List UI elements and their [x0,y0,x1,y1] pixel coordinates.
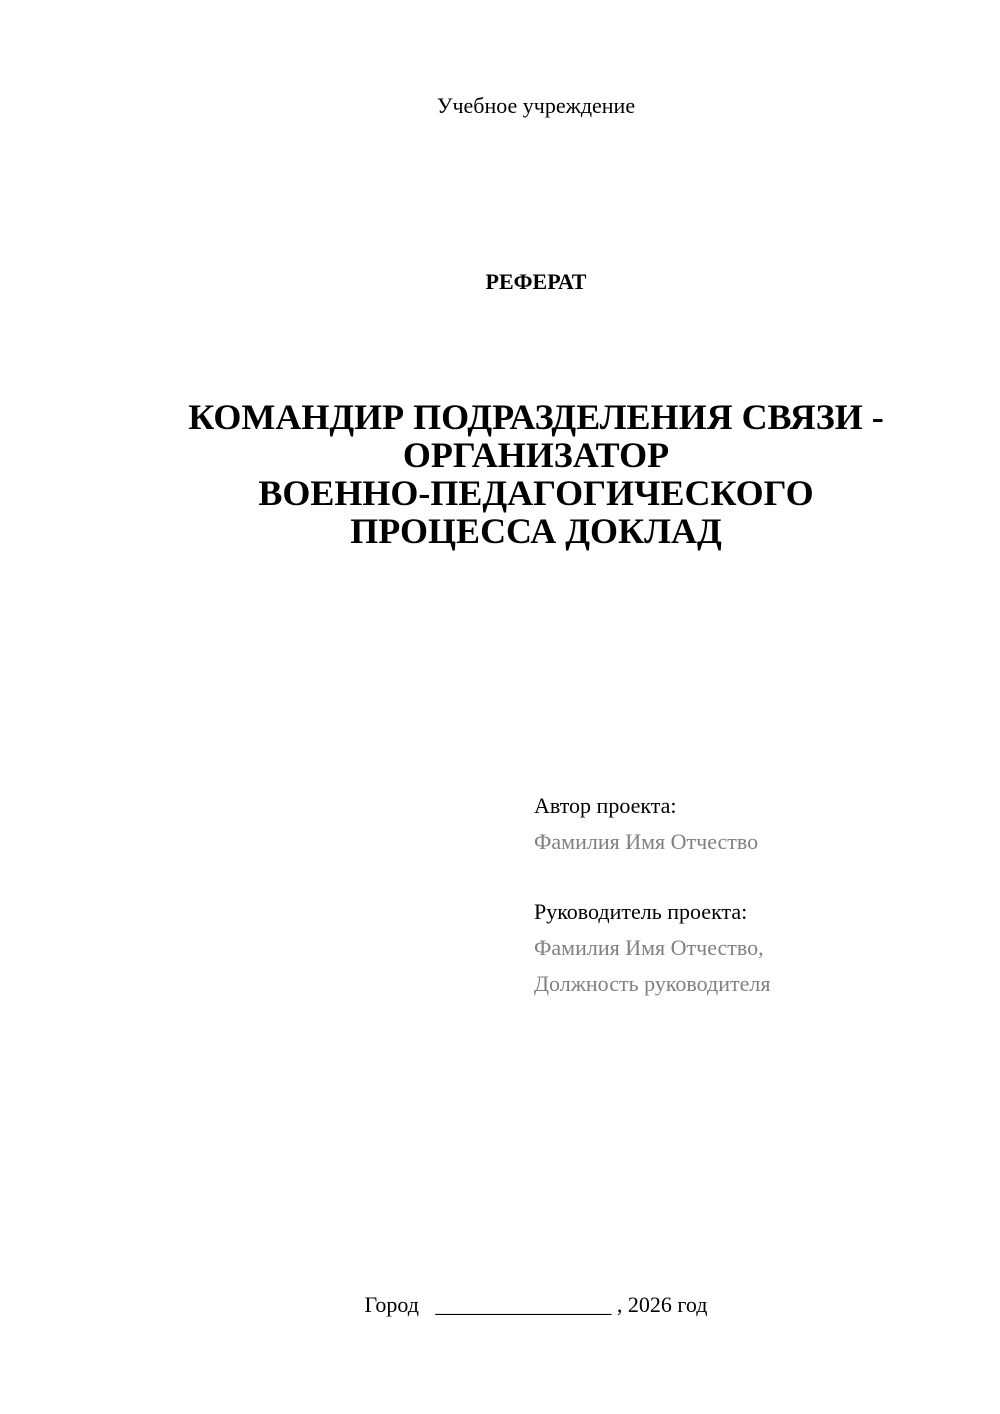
title-line: ВОЕННО-ПЕДАГОГИЧЕСКОГО [258,473,814,513]
title-line: ПРОЦЕССА ДОКЛАД [350,511,722,551]
author-label: Автор проекта: [534,793,677,818]
supervisor-label: Руководитель проекта: [534,899,748,924]
city-year-line [0,1290,1000,1320]
author-block [534,788,954,860]
title-line: КОМАНДИР ПОДРАЗДЕЛЕНИЯ СВЯЗИ - [188,397,884,437]
supervisor-name: Фамилия Имя Отчество, [534,935,764,960]
year-text: , 2026 год [616,1292,708,1317]
title-line: ОРГАНИЗАТОР [402,435,670,475]
institution-name: Учебное учреждение [436,93,636,118]
author-name: Фамилия Имя Отчество [534,829,759,854]
supervisor-position: Должность руководителя [534,971,771,996]
document-type: РЕФЕРАТ [485,269,587,294]
supervisor-block [534,894,954,1002]
city-blank: ________________ [435,1292,612,1317]
city-label: Город [364,1292,419,1317]
document-title [120,398,952,550]
